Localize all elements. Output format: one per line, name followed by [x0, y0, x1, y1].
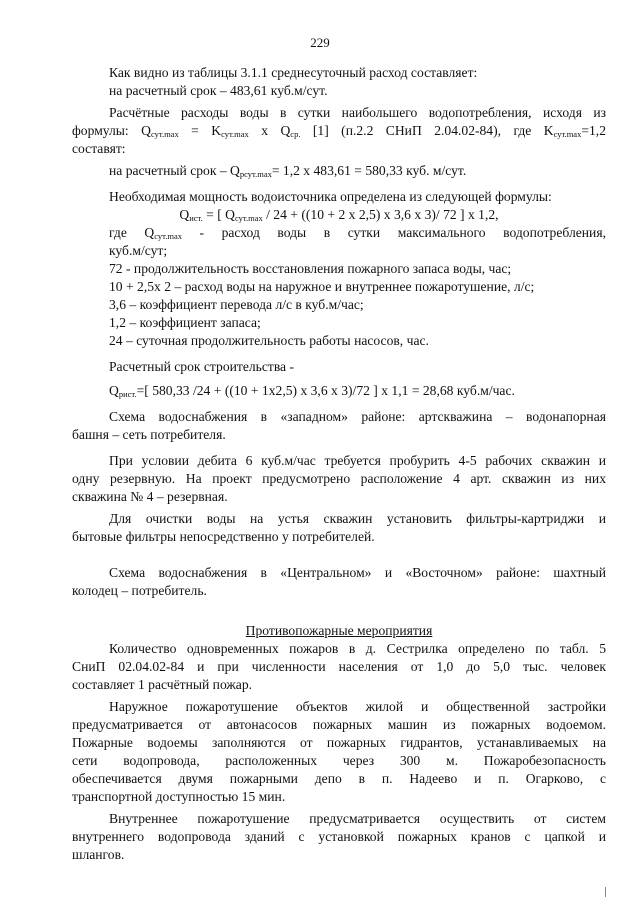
paragraph-western-scheme [72, 408, 606, 444]
subscript: сут.max [553, 129, 582, 139]
subscript: рсут.max [239, 169, 272, 179]
text-line: Внутреннее пожаротушение предусматривается осуществить от систем [109, 811, 606, 826]
text-line: 72 - продолжительность восстановления пожарного запаса воды, час; [109, 261, 512, 276]
text-line: одну резервную. На проект предусмотрено расположение 4 арт. скважин из них [72, 471, 606, 486]
text-segment: Q [109, 383, 119, 398]
formula-line [72, 382, 606, 400]
formula-line [72, 162, 606, 180]
subscript: рист. [118, 389, 137, 399]
text-line: При условии дебита 6 куб.м/час требуется пробурить 4-5 рабочих скважин и [109, 453, 606, 468]
text-line: куб.м/сут; [109, 243, 168, 258]
paragraph-construction-term [72, 358, 606, 400]
section-heading: Противопожарные мероприятия [245, 623, 433, 638]
paragraph-central-eastern-scheme [72, 564, 606, 600]
text-line: сети водопровода, расположенных через 300 м. Пожаробезопасность [72, 753, 606, 768]
text-line: обеспечивается двумя пожарными депо в п. Надеево и п. Огарково, с [72, 771, 606, 786]
subscript: сут.max [154, 231, 182, 241]
text-line: 3,6 – коэффициент перевода л/с в куб.м/час; [109, 297, 364, 312]
text-line: башня – сеть потребителя. [72, 427, 226, 442]
paragraph-calculated-value [72, 162, 606, 180]
text-segment: = 1,2 x 483,61 = 580,33 куб. м/сут. [271, 163, 467, 178]
subscript: ист. [189, 213, 203, 223]
text-segment: - расход воды в сутки максимального водопотребления, [181, 225, 606, 240]
text-segment: = K [178, 123, 222, 138]
text-segment: [1] (п.2.2 СНиП 2.04.02-84), где K [300, 123, 554, 138]
text-line: бытовые фильтры непосредственно у потребителей. [72, 529, 375, 544]
text-line: Как видно из таблицы 3.1.1 среднесуточный расход составляет: [109, 65, 478, 80]
text-segment: на расчетный срок – Q [109, 163, 240, 178]
scan-edge-mark [605, 887, 606, 897]
text-line: скважина № 4 – резервная. [72, 489, 228, 504]
text-segment: =1,2 [581, 123, 606, 138]
text-line: Пожарные водоемы заполняются от пожарных гидрантов, устанавливаемых на [72, 735, 606, 750]
text-segment: формулы: Q [72, 123, 151, 138]
subscript: сут.max [234, 213, 263, 223]
paragraph-outdoor-firefighting [72, 698, 606, 806]
text-segment: где Q [109, 225, 155, 240]
paragraph-filters [72, 510, 606, 546]
page-body [72, 64, 606, 864]
text-line: Для очистки воды на устья скважин установить фильтры-картриджи и [109, 511, 606, 526]
text-line: Расчётные расходы воды в сутки наибольшего водопотребления, исходя из [109, 105, 606, 120]
paragraph-max-consumption [72, 104, 606, 158]
subscript: сут.max [150, 129, 179, 139]
paragraph-indoor-firefighting [72, 810, 606, 864]
formula-line [72, 206, 606, 224]
formula-line [72, 122, 606, 140]
text-segment: / 24 + ((10 + 2 x 2,5) x 3,6 x 3)/ 72 ] x 1,2, [262, 207, 499, 222]
subscript: сут.max [221, 129, 249, 139]
text-line: шлангов. [72, 847, 125, 862]
text-line: колодец – потребитель. [72, 583, 207, 598]
paragraph-wells [72, 452, 606, 506]
text-segment: x Q [248, 123, 291, 138]
text-line: составят: [72, 141, 126, 156]
subscript: ср. [290, 129, 301, 139]
formula-line [72, 224, 606, 242]
page-number: 229 [310, 35, 330, 50]
text-line: Необходимая мощность водоисточника определена из следующей формулы: [109, 189, 552, 204]
text-line: СниП 02.04.02-84 и при численности населения от 1,0 до 5,0 тыс. человек [72, 659, 606, 674]
text-line: внутреннего водопровода зданий с установкой пожарных кранов с цапкой и [72, 829, 606, 844]
text-line: Количество одновременных пожаров в д. Сестрилка определено по табл. 5 [109, 641, 606, 656]
text-line: предусматривается от автонасосов пожарных машин из пожарных водоемом. [72, 717, 606, 732]
text-line: Схема водоснабжения в «Центральном» и «Восточном» районе: шахтный [109, 565, 606, 580]
text-line: 24 – суточная продолжительность работы насосов, час. [109, 333, 429, 348]
text-line: Расчетный срок строительства - [109, 359, 295, 374]
text-line: 1,2 – коэффициент запаса; [109, 315, 261, 330]
paragraph-fire-count [72, 640, 606, 694]
text-line: составляет 1 расчётный пожар. [72, 677, 253, 692]
text-segment: =[ 580,33 /24 + ((10 + 1х2,5) x 3,6 x 3)/72 ] x 1,1 = 28,68 куб.м/час. [136, 383, 515, 398]
text-line: на расчетный срок – 483,61 куб.м/сут. [109, 83, 328, 98]
text-line: Наружное пожаротушение объектов жилой и общественной застройки [109, 699, 606, 714]
paragraph-source-capacity [72, 188, 606, 350]
text-line: Схема водоснабжения в «западном» районе: артскважина – водонапорная [109, 409, 606, 424]
paragraph-daily-consumption [72, 64, 606, 100]
text-line: 10 + 2,5х 2 – расход воды на наружное и внутреннее пожаротушение, л/с; [109, 279, 535, 294]
text-segment: Q [179, 207, 190, 222]
text-segment: = [ Q [202, 207, 235, 222]
text-line: транспортной доступностью 15 мин. [72, 789, 286, 804]
